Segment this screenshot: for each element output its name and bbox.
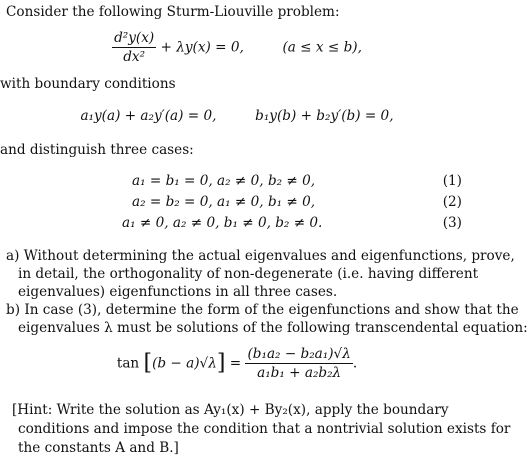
part-a-line-2: in detail, the orthogonality of non-degenerate (i.e. having different — [18, 266, 479, 282]
hint-line-3: the constants A and B.] — [18, 440, 179, 456]
part-a-line-1: a) Without determining the actual eigenvalues and eigenfunctions, prove, — [6, 248, 515, 264]
case-2-label: (2) — [442, 194, 462, 210]
case-3-label: (3) — [442, 215, 462, 231]
part-a-line-3: eigenvalues) eigenfunctions in all three cases. — [18, 284, 338, 300]
ode-fraction — [112, 30, 156, 66]
bc-intro-text: with boundary conditions — [0, 76, 176, 92]
tan-argument: (b − a)√λ — [152, 355, 217, 372]
intro-text: Consider the following Sturm-Liouville problem: — [6, 4, 340, 20]
ode-denominator: dx² — [123, 49, 146, 66]
case-3-text: a₁ ≠ 0, a₂ ≠ 0, b₁ ≠ 0, b₂ ≠ 0. — [122, 215, 323, 231]
trans-fraction — [245, 346, 352, 382]
left-bracket: [ — [143, 350, 153, 376]
part-b-line-1: b) In case (3), determine the form of the eigenfunctions and show that the — [6, 302, 519, 318]
hint-line-2: conditions and impose the condition that a nontrivial solution exists for — [18, 421, 511, 437]
case-1-label: (1) — [442, 173, 462, 189]
ode-equation — [0, 30, 474, 66]
trans-denominator: a₁b₁ + a₂b₂λ — [257, 365, 342, 382]
case-1-text: a₁ = b₁ = 0, a₂ ≠ 0, b₂ ≠ 0, — [132, 173, 316, 189]
right-bracket: ] — [216, 350, 226, 376]
ode-rest: + λy(x) = 0, — [156, 39, 244, 56]
tan-label: tan — [116, 355, 140, 372]
part-b-line-2: eigenvalues λ must be solutions of the following transcendental equation: — [18, 320, 528, 336]
ode-domain: (a ≤ x ≤ b), — [282, 39, 362, 56]
cases-intro-text: and distinguish three cases: — [0, 142, 194, 158]
case-2-text: a₂ = b₂ = 0, a₁ ≠ 0, b₁ ≠ 0, — [132, 194, 316, 210]
trans-numerator: (b₁a₂ − b₂a₁)√λ — [245, 346, 352, 364]
bc-left: a₁y(a) + a₂y′(a) = 0, — [80, 108, 217, 124]
ode-numerator: d²y(x) — [112, 30, 156, 48]
boundary-conditions — [0, 108, 474, 124]
transcendental-equation: tan [(b − a)√λ] = $\frac{\text{(b₁a₂ − b₂a₁)√λ}}{\text{a₁b₁ + a₂b₂λ}}$ . — [116, 346, 358, 382]
hint-line-1: [Hint: Write the solution as Ay₁(x) + By₂(x), apply the boundary — [12, 402, 449, 418]
bc-right: b₁y(b) + b₂y′(b) = 0, — [255, 108, 394, 124]
